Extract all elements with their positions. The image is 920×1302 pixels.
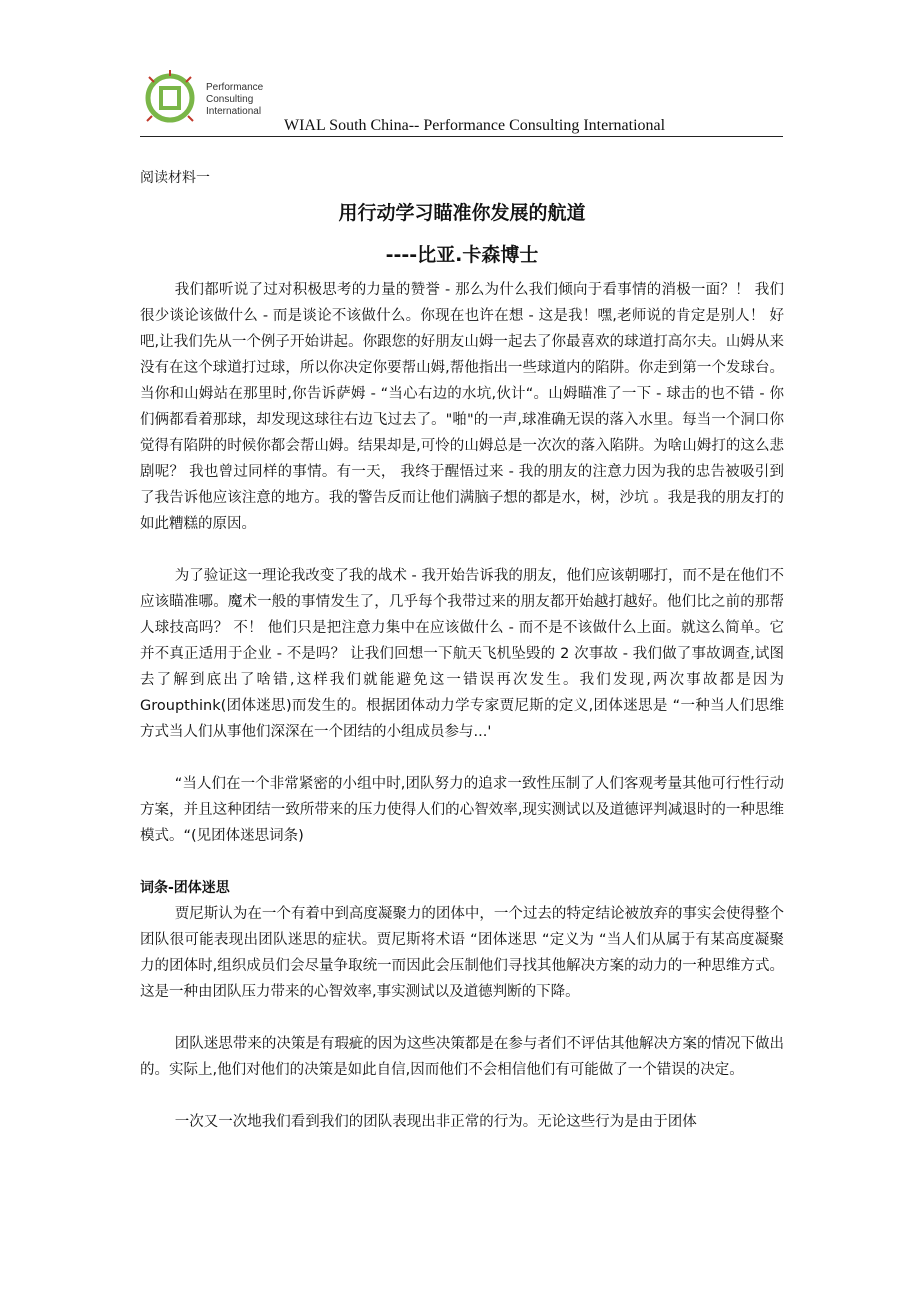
header-caption: WIAL South China-- Performance Consulting International <box>284 117 666 134</box>
paragraph-6: 一次又一次地我们看到我们的团队表现出非正常的行为。无论这些行为是由于团体 <box>174 1114 697 1130</box>
page-header <box>140 62 783 140</box>
paragraph-gap <box>140 1005 784 1031</box>
logo-line-3: International <box>206 106 262 117</box>
term-heading: 词条-团体迷思 <box>140 880 230 896</box>
document-title: 用行动学习瞄准你发展的航道 <box>338 202 586 224</box>
paragraph-5: 团队迷思带来的决策是有瑕疵的因为这些决策都是在参与者们不评估其他解决方案的情况下做出的。实际上,他们对他们的决策是如此自信,因而他们不会相信他们有可能做了一个错误的决定。 <box>140 1036 784 1078</box>
logo-line-1: Performance <box>206 82 264 93</box>
paragraph-4: 贾尼斯认为在一个有着中到高度凝聚力的团体中，一个过去的特定结论被放弃的事实会使得整个团队很可能表现出团队迷思的症状。贾尼斯将术语 “团体迷思 “定义为 “当人们从属于有某高度凝聚力的团体时,组织成员们会尽量争取统一而因此会压制他们寻找其他解决方案的动力的一种思维方式。这是一种由团队压力带来的心智效率,事实测试以及道德判断的下降。 <box>140 906 784 1000</box>
reading-label: 阅读材料一 <box>140 170 210 186</box>
paragraph-1: 我们都听说了过对积极思考的力量的赞誉 - 那么为什么我们倾向于看事情的消极一面？！ 我们很少谈论该做什么 - 而是谈论不该做什么。你现在也许在想 - 这是我！嘿,老师说的肯定是别人！ 好吧,让我们先从一个例子开始讲起。你跟您的好朋友山姆一起去了你最喜欢的球道打高尔夫。山姆从来没有在这个球道打过球，所以你决定你要帮山姆,帮他指出一些球道内的陷阱。你走到第一个发球台。当你和山姆站在那里时,你告诉萨姆 - “当心右边的水坑,伙计“。山姆瞄准了一下 - 球击的也不错 - 你们俩都看着那球，却发现这球往右边飞过去了。"啪"的一声,球准确无误的落入水里。每当一个洞口你觉得有陷阱的时候你都会帮山姆。结果却是,可怜的山姆总是一次次的落入陷阱。为啥山姆打的这么悲剧呢？ 我也曾过同样的事情。有一天， 我终于醒悟过来 - 我的朋友的注意力因为我的忠告被吸引到了我告诉他应该注意的地方。我的警告反而让他们满脑子想的都是水，树，沙坑 。我是我的朋友打的如此糟糕的原因。 <box>140 282 784 532</box>
paragraph-gap <box>140 745 784 771</box>
paragraph-gap <box>140 537 784 563</box>
logo-line-2: Consulting <box>206 94 254 105</box>
logo-wordmark <box>206 82 263 118</box>
paragraph-2: 为了验证这一理论我改变了我的战术 - 我开始告诉我的朋友，他们应该朝哪打，而不是在他们不应该瞄准哪。魔术一般的事情发生了，几乎每个我带过来的朋友都开始越打越好。他们比之前的那帮人球技高吗？ 不！ 他们只是把注意力集中在应该做什么 - 而不是不该做什么上面。就这么简单。它并不真正适用于企业 - 不是吗？ 让我们回想一下航天飞机坠毁的 2 次事故 - 我们做了事故调查,试图去了解到底出了啥错,这样我们就能避免这一错误再次发生。我们发现,两次事故都是因为 Groupthink(团体迷思)而发生的。根据团体动力学专家贾尼斯的定义,团体迷思是 “一种当人们思维方式当人们从事他们深深在一个团结的小组成员参与...' <box>140 568 784 740</box>
document-author: ----比亚.卡森博士 <box>385 244 539 266</box>
paragraph-gap <box>140 849 784 875</box>
paragraph-gap <box>140 1083 784 1109</box>
document-body <box>140 165 784 1135</box>
header-divider <box>140 136 783 137</box>
company-logo <box>140 66 200 126</box>
quote-paragraph: “当人们在一个非常紧密的小组中时,团队努力的追求一致性压制了人们客观考量其他可行性行动方案，并且这种团结一致所带来的压力使得人们的心智效率,现实测试以及道德评判减退时的一种思维模式。“(见团体迷思词条) <box>140 776 784 844</box>
